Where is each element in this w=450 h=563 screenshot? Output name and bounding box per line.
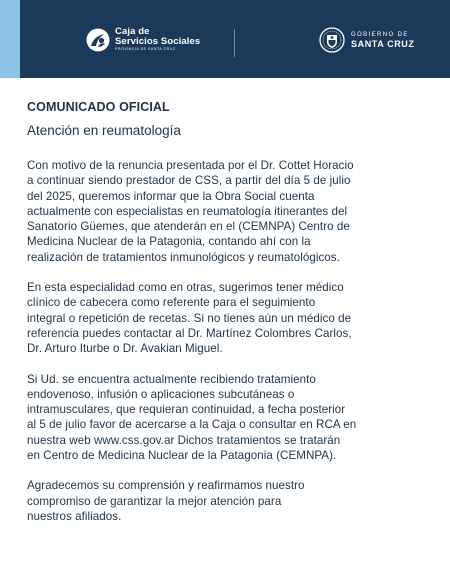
header-banner xyxy=(0,0,450,78)
gov-logo-line1: GOBIERNO DE xyxy=(351,32,409,39)
province-shield-icon xyxy=(319,27,345,55)
css-logo-line2: Servicios Sociales xyxy=(115,35,201,47)
paragraph-1: Con motivo de la renuncia presentada por el Dr. Cottet Horacio a continuar siendo prestador de CSS, a partir del día 5 de julio del 2025, queremos informar que la Obra Social cuenta actualmente con especialistas en reumatología itinerantes del Sanatorio Güemes, que atenderán en el (CEMNPA) Centro de Medicina Nuclear de la Patagonia, contando ahí con la realización de tratamientos inmunológicos y reumatológicos. xyxy=(27,159,354,264)
css-logo xyxy=(86,27,200,52)
paragraph-2: En esta especialidad como en otras, sugerimos tener médico clínico de cabecera como referente para el seguimiento integral o repetición de recetas. Si no tienes aún un médico de referencia puedes contactar al Dr. Martínez Colombres Carlos, Dr. Arturo Iturbe o Dr. Avakian Miguel. xyxy=(27,281,352,356)
gov-logo xyxy=(319,27,415,55)
paragraph-3: Si Ud. se encuentra actualmente recibiendo tratamiento endovenoso, infusión o aplicaciones subcutáneas o intramusculares, que requieran continuidad, a fecha posterior al 5 de julio favor de acercarse a la Caja o consultar en RCA en nuestra web www.css.gov.ar Dichos tratamientos se tratarán en Centro de Medicina Nuclear de la Patagonia (CEMNPA). xyxy=(27,372,357,463)
css-logo-line3: PROVINCIA DE SANTA CRUZ xyxy=(115,47,176,52)
header-accent-strip xyxy=(0,0,20,78)
css-logo-line1: Caja de xyxy=(115,26,150,37)
header-divider xyxy=(234,29,235,57)
document-body xyxy=(27,158,423,539)
document-title: COMUNICADO OFICIAL xyxy=(27,100,170,114)
document-subtitle: Atención en reumatología xyxy=(27,123,181,138)
css-emblem-icon xyxy=(86,28,110,52)
gov-logo-line2: SANTA CRUZ xyxy=(351,39,415,50)
paragraph-4: Agradecemos su comprensión y reafirmamos nuestro compromiso de garantizar la mejor atención para nuestros afiliados. xyxy=(27,479,305,523)
